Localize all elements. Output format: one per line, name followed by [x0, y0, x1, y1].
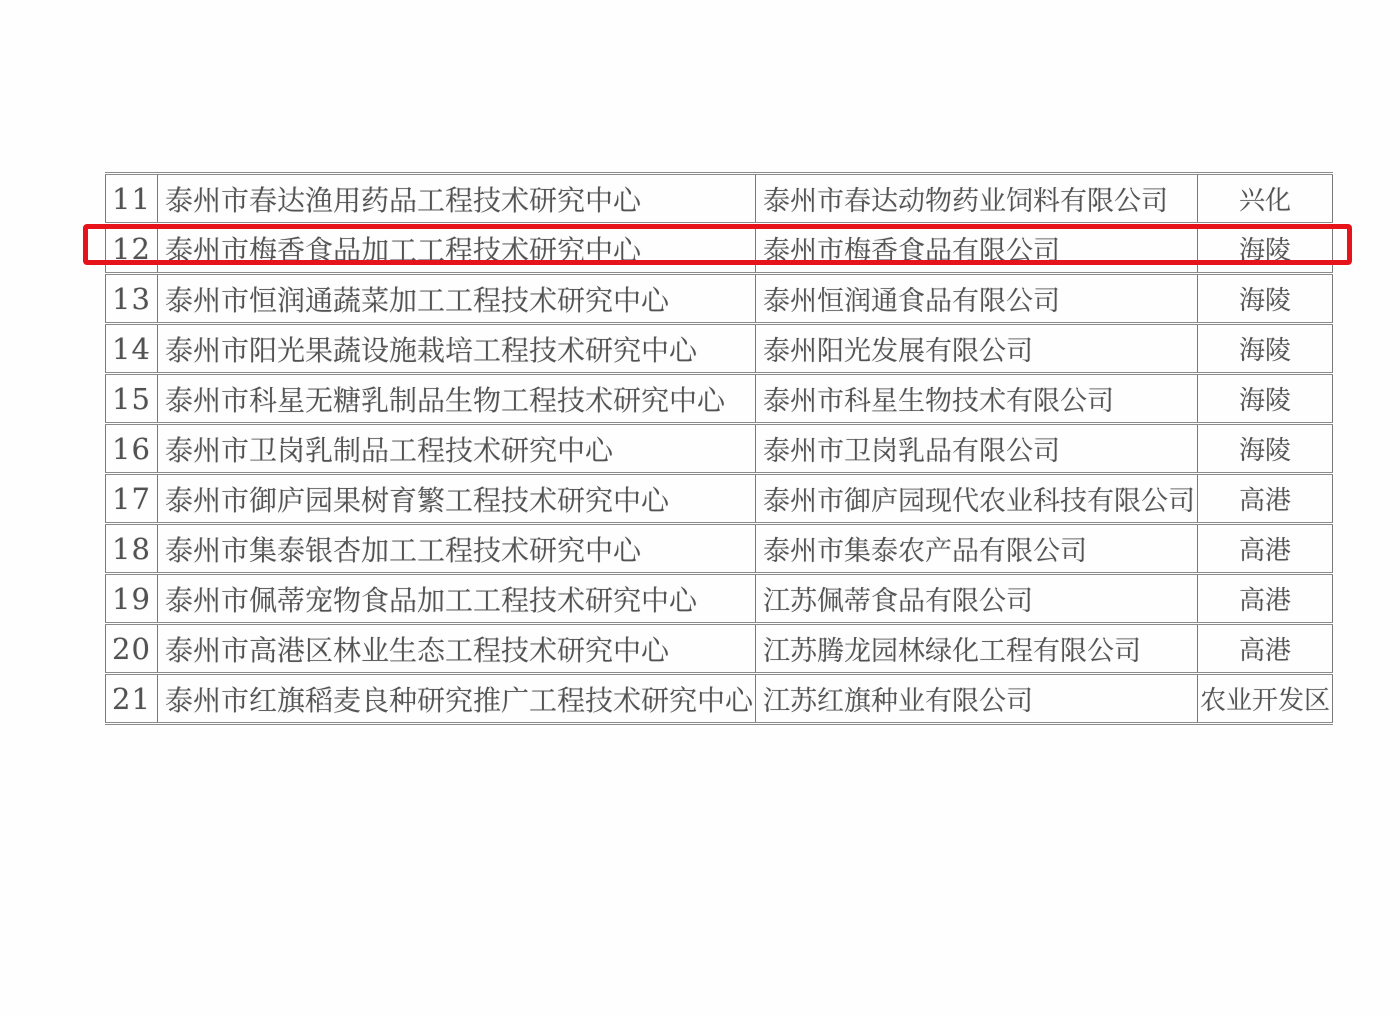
- district-cell: 海陵: [1198, 374, 1333, 424]
- table-row-15: [106, 374, 1333, 424]
- row-number-cell: 21: [106, 674, 158, 724]
- table-row-19: [106, 574, 1333, 624]
- table-row-11: [106, 174, 1333, 224]
- district-cell: 高港: [1198, 474, 1333, 524]
- center-name-cell: 泰州市佩蒂宠物食品加工工程技术研究中心: [158, 574, 756, 624]
- row-number-cell: 17: [106, 474, 158, 524]
- table-row-13: [106, 274, 1333, 324]
- company-name-cell: 江苏佩蒂食品有限公司: [756, 574, 1198, 624]
- company-name-cell: 泰州市卫岗乳品有限公司: [756, 424, 1198, 474]
- row-number-cell: 13: [106, 274, 158, 324]
- row-number-cell: 12: [106, 224, 158, 274]
- table-row-20: [106, 624, 1333, 674]
- row-number-cell: 19: [106, 574, 158, 624]
- district-cell: 兴化: [1198, 174, 1333, 224]
- center-name-cell: 泰州市高港区林业生态工程技术研究中心: [158, 624, 756, 674]
- company-name-cell: 泰州市春达动物药业饲料有限公司: [756, 174, 1198, 224]
- table-row-14: [106, 324, 1333, 374]
- district-cell: 海陵: [1198, 324, 1333, 374]
- center-name-cell: 泰州市恒润通蔬菜加工工程技术研究中心: [158, 274, 756, 324]
- district-cell: 农业开发区: [1198, 674, 1333, 724]
- table-row-16: [106, 424, 1333, 474]
- company-name-cell: 泰州市集泰农产品有限公司: [756, 524, 1198, 574]
- company-name-cell: 泰州市科星生物技术有限公司: [756, 374, 1198, 424]
- district-cell: 海陵: [1198, 274, 1333, 324]
- table-row-21: [106, 674, 1333, 724]
- company-name-cell: 江苏腾龙园林绿化工程有限公司: [756, 624, 1198, 674]
- research-centers-table: [105, 172, 1333, 725]
- center-name-cell: 泰州市梅香食品加工工程技术研究中心: [158, 224, 756, 274]
- district-cell: 高港: [1198, 574, 1333, 624]
- district-cell: 高港: [1198, 624, 1333, 674]
- center-name-cell: 泰州市科星无糖乳制品生物工程技术研究中心: [158, 374, 756, 424]
- row-number-cell: 16: [106, 424, 158, 474]
- center-name-cell: 泰州市卫岗乳制品工程技术研究中心: [158, 424, 756, 474]
- row-number-cell: 15: [106, 374, 158, 424]
- company-name-cell: 泰州市梅香食品有限公司: [756, 224, 1198, 274]
- table-row-17: [106, 474, 1333, 524]
- row-number-cell: 11: [106, 174, 158, 224]
- company-name-cell: 泰州恒润通食品有限公司: [756, 274, 1198, 324]
- district-cell: 海陵: [1198, 224, 1333, 274]
- center-name-cell: 泰州市集泰银杏加工工程技术研究中心: [158, 524, 756, 574]
- table-row-18: [106, 524, 1333, 574]
- row-number-cell: 18: [106, 524, 158, 574]
- company-name-cell: 泰州阳光发展有限公司: [756, 324, 1198, 374]
- company-name-cell: 江苏红旗种业有限公司: [756, 674, 1198, 724]
- company-name-cell: 泰州市御庐园现代农业科技有限公司: [756, 474, 1198, 524]
- table-row-12: [106, 224, 1333, 274]
- center-name-cell: 泰州市红旗稻麦良种研究推广工程技术研究中心: [158, 674, 756, 724]
- district-cell: 高港: [1198, 524, 1333, 574]
- center-name-cell: 泰州市御庐园果树育繁工程技术研究中心: [158, 474, 756, 524]
- row-number-cell: 14: [106, 324, 158, 374]
- center-name-cell: 泰州市阳光果蔬设施栽培工程技术研究中心: [158, 324, 756, 374]
- row-number-cell: 20: [106, 624, 158, 674]
- center-name-cell: 泰州市春达渔用药品工程技术研究中心: [158, 174, 756, 224]
- district-cell: 海陵: [1198, 424, 1333, 474]
